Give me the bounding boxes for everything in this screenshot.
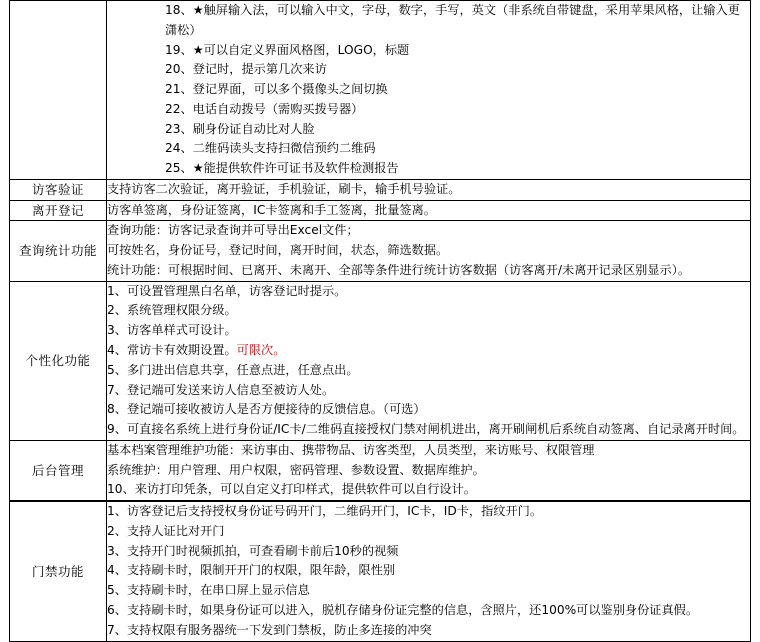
table-row <box>10 179 751 200</box>
line-item: 23、刷身份证自动比对人脸 <box>165 121 315 136</box>
line-item: 10、来访打印凭条，可以自定义打印样式，提供软件可以自行设计。 <box>107 482 476 497</box>
line-list <box>107 201 750 221</box>
line-item: 25、★能提供软件许可证书及软件检测报告 <box>165 161 399 176</box>
line-list <box>107 180 750 200</box>
line-item: 7、支持权限有服务器统一下发到门禁板，防止多连接的冲突 <box>107 622 432 637</box>
line-item: 6、支持刷卡时，如果身份证可以进入，脱机存储身份证完整的信息，含照片，还100%可以鉴别身份证真假。 <box>107 602 699 617</box>
line-item: 8、登记端可接收被访人是否方便接待的反馈信息。（可选） <box>107 402 426 417</box>
line-item: 系统维护：用户管理、用户权限，密码管理、参数设置、数据库维护。 <box>107 462 485 477</box>
line-list <box>165 1 750 179</box>
line-item: 1、可设置管理黑白名单，访客登记时提示。 <box>107 283 347 298</box>
highlighted-text: 可限次。 <box>236 343 286 358</box>
line-item: 24、二维码读头支持扫微信预约二维码 <box>165 141 376 156</box>
line-item: 20、登记时，提示第几次来访 <box>165 62 327 77</box>
table-row <box>10 221 751 281</box>
line-item: 9、可直接名系统上进行身份证/IC卡/二维码直接授权门禁对闸机进出，离开刷闸机后系统自动签离、自记录离开时间。 <box>107 422 745 437</box>
row-label <box>10 1 107 180</box>
line-item: 2、系统管理权限分级。 <box>107 303 237 318</box>
line-item-highlighted <box>107 341 750 361</box>
requirements-table <box>9 0 751 642</box>
table-row <box>10 281 751 440</box>
row-content <box>107 501 751 641</box>
line-list <box>107 221 750 280</box>
line-item: 查询功能：访客记录查询并可导出Excel文件； <box>107 223 359 238</box>
line-text: 4、常访卡有效期设置。可限次。 <box>107 343 286 358</box>
row-label: 个性化功能 <box>10 281 107 440</box>
row-label: 门禁功能 <box>10 501 107 641</box>
line-item: 19、★可以自定义界面风格图，LOGO，标题 <box>165 42 410 57</box>
line-list <box>107 502 750 640</box>
row-label: 后台管理 <box>10 440 107 501</box>
line-list <box>107 441 750 500</box>
table-row <box>10 440 751 501</box>
line-item: 7、登记端可发送来访人信息至被访人处。 <box>107 382 335 397</box>
table-body <box>10 1 751 642</box>
line-item: 可按姓名，身份证号，登记时间，离开时间，状态，筛选数据。 <box>107 243 449 258</box>
row-content <box>107 200 751 221</box>
line-item: 3、支持开门时视频抓拍，可查看刷卡前后10秒的视频 <box>107 543 399 558</box>
row-content <box>107 440 751 501</box>
line-list <box>107 282 750 440</box>
line-item: 18、★触屏输入法，可以输入中文，字母，数字，手写，英文（非系统自带键盘，采用苹果风格，让输入更潇松） <box>165 3 740 37</box>
line-item: 3、访客单样式可设计。 <box>107 323 237 338</box>
row-label: 离开登记 <box>10 200 107 221</box>
row-content <box>107 179 751 200</box>
line-item: 5、支持刷卡时，在串口屏上显示信息 <box>107 583 310 598</box>
line-item: 访客单签离，身份证签离，IC卡签离和手工签离，批量签离。 <box>107 202 436 217</box>
line-item: 4、支持刷卡时，限制开开门的权限，限年龄，限性别 <box>107 563 396 578</box>
row-content <box>107 281 751 440</box>
line-item: 5、多门进出信息共享，任意点进，任意点出。 <box>107 362 359 377</box>
line-item: 21、登记界面，可以多个摄像头之间切换 <box>165 82 388 97</box>
line-item: 1、访客登记后支持授权身份证号码开门，二维码开门，IC卡，ID卡，指纹开门。 <box>107 504 543 519</box>
line-item: 支持访客二次验证，离开验证，手机验证，刷卡，输手机号验证。 <box>107 181 461 196</box>
row-label: 访客验证 <box>10 179 107 200</box>
table-row <box>10 501 751 641</box>
line-item: 统计功能：可根据时间、已离开、未离开、全部等条件进行统计访客数据（访客离开/未离开记录区别显示）。 <box>107 262 691 277</box>
row-label: 查询统计功能 <box>10 221 107 281</box>
row-content <box>107 221 751 281</box>
row-content <box>107 1 751 180</box>
line-item: 22、电话自动拨号（需购买拨号器） <box>165 101 364 116</box>
line-item: 基本档案管理维护功能：来访事由、携带物品、访客类型，人员类型，来访账号、权限管理 <box>107 442 595 457</box>
line-item: 2、支持人证比对开门 <box>107 523 225 538</box>
table-row <box>10 200 751 221</box>
table-row <box>10 1 751 180</box>
